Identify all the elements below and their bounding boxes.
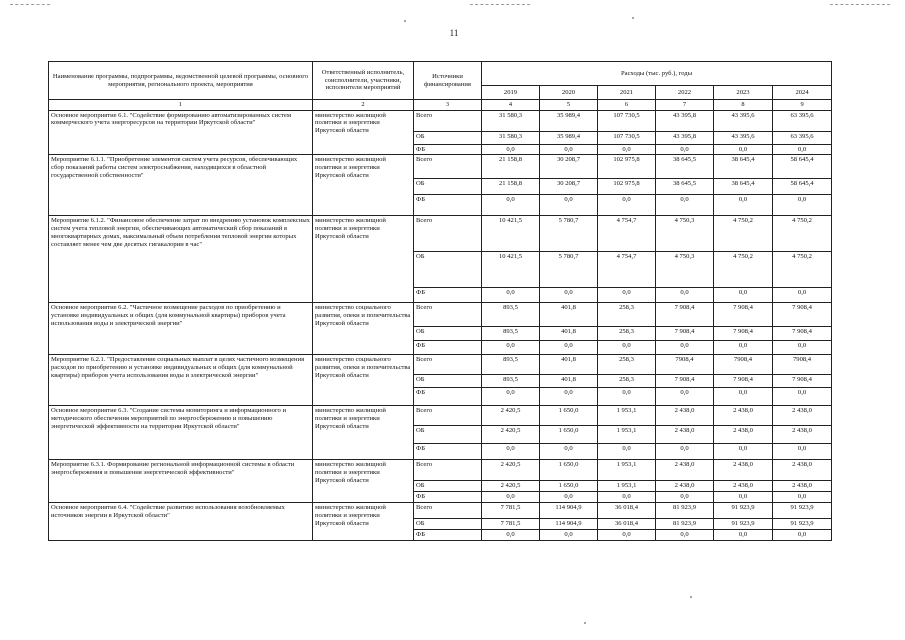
expense-value: 10 421,5: [482, 252, 540, 288]
funding-source: Всего: [414, 303, 482, 327]
table-header: [49, 62, 832, 111]
expense-value: 2 438,0: [656, 406, 714, 426]
expense-value: 7 908,4: [773, 303, 832, 327]
expense-value: 7 908,4: [773, 375, 832, 388]
expense-value: 114 904,9: [540, 519, 598, 530]
expense-value: 2 438,0: [714, 481, 773, 492]
expense-value: 0,0: [773, 288, 832, 303]
expense-value: 0,0: [656, 444, 714, 460]
expense-value: 0,0: [540, 341, 598, 355]
expense-value: 0,0: [598, 492, 656, 503]
scan-speck: [632, 17, 634, 19]
funding-source: ОБ: [414, 131, 482, 144]
expense-value: 30 208,7: [540, 179, 598, 195]
expense-value: 0,0: [714, 288, 773, 303]
table-row: [49, 155, 832, 179]
expense-value: 0,0: [714, 341, 773, 355]
expense-value: 36 018,4: [598, 519, 656, 530]
expense-value: 0,0: [656, 388, 714, 406]
expense-value: 7908,4: [773, 355, 832, 375]
table-row: [49, 216, 832, 252]
table-row: [49, 460, 832, 481]
column-number: 3: [414, 100, 482, 111]
column-number: 9: [773, 100, 832, 111]
header-year: 2022: [656, 86, 714, 100]
funding-source: Всего: [414, 355, 482, 375]
expense-value: 91 923,9: [773, 503, 832, 519]
expense-value: 0,0: [482, 288, 540, 303]
expense-value: 7 908,4: [714, 375, 773, 388]
expense-value: 38 645,5: [656, 179, 714, 195]
scan-top-edge: [470, 4, 530, 5]
expense-value: 2 438,0: [714, 406, 773, 426]
expense-value: 2 438,0: [656, 426, 714, 444]
expense-value: 5 780,7: [540, 252, 598, 288]
expense-value: 0,0: [773, 530, 832, 541]
funding-source: ФБ: [414, 144, 482, 155]
expense-value: 81 923,9: [656, 503, 714, 519]
expense-value: 2 420,5: [482, 426, 540, 444]
expense-value: 0,0: [714, 144, 773, 155]
expense-value: 1 650,0: [540, 426, 598, 444]
table-row: [49, 503, 832, 519]
funding-source: Всего: [414, 503, 482, 519]
header-name: Наименование программы, подпрограммы, ведомственной целевой программы, основного мероприятия, регионального проекта, мероприятия: [49, 62, 313, 100]
expense-value: 7908,4: [656, 355, 714, 375]
expense-value: 38 645,5: [656, 155, 714, 179]
funding-source: Всего: [414, 155, 482, 179]
column-number: 5: [540, 100, 598, 111]
header-year: 2023: [714, 86, 773, 100]
activity-executor: министерство жилищной политики и энергетики Иркутской области: [313, 460, 414, 503]
activity-name: Основное мероприятие 6.2. "Частичное возмещение расходов по приобретению и установке индивидуальных и общих (для коммунальной квартиры) приборов учета использования воды и электрической энергии": [49, 303, 313, 355]
expense-value: 35 989,4: [540, 131, 598, 144]
column-number: 2: [313, 100, 414, 111]
scan-speck: [690, 596, 692, 598]
expense-value: 7 781,5: [482, 519, 540, 530]
funding-source: ФБ: [414, 341, 482, 355]
funding-source: ФБ: [414, 388, 482, 406]
column-number: 6: [598, 100, 656, 111]
column-number: 1: [49, 100, 313, 111]
expense-value: 4 750,2: [714, 216, 773, 252]
expense-value: 4 750,2: [714, 252, 773, 288]
header-expenses: Расходы (тыс. руб.), годы: [482, 62, 832, 86]
expense-value: 7 908,4: [714, 303, 773, 327]
expense-value: 2 420,5: [482, 460, 540, 481]
activity-name: Мероприятие 6.1.2. "Финансовое обеспечение затрат по внедрению установок комплексных систем учета тепловой энергии, обеспечивающих автоматический сбор показаний в многоквартирных домах, максимальный объем потребления тепловой энергии которых составляет менее чем две десятых гигакалории в час": [49, 216, 313, 303]
expense-value: 0,0: [540, 144, 598, 155]
expense-value: 2 438,0: [773, 406, 832, 426]
expense-value: 0,0: [482, 492, 540, 503]
expense-value: 0,0: [482, 341, 540, 355]
expense-value: 0,0: [656, 144, 714, 155]
funding-source: Всего: [414, 216, 482, 252]
expense-value: 893,5: [482, 303, 540, 327]
expense-value: 107 730,5: [598, 110, 656, 131]
funding-source: ОБ: [414, 327, 482, 341]
expense-value: 63 395,6: [773, 131, 832, 144]
expense-value: 4 750,3: [656, 216, 714, 252]
activity-executor: министерство жилищной политики и энергетики Иркутской области: [313, 110, 414, 155]
expense-value: 7 908,4: [656, 375, 714, 388]
expense-value: 0,0: [598, 144, 656, 155]
expense-value: 4 750,2: [773, 252, 832, 288]
activity-name: Мероприятие 6.1.1. "Приобретение элементов систем учета ресурсов, обеспечивающих сбор показаний работы систем электроснабжения, находящихся в областной государственной собственности": [49, 155, 313, 216]
expense-value: 4 750,3: [656, 252, 714, 288]
funding-source: Всего: [414, 110, 482, 131]
expense-value: 0,0: [773, 341, 832, 355]
expense-value: 107 730,5: [598, 131, 656, 144]
expense-value: 0,0: [482, 530, 540, 541]
expense-value: 21 158,8: [482, 179, 540, 195]
expense-value: 2 438,0: [714, 460, 773, 481]
expense-value: 10 421,5: [482, 216, 540, 252]
expense-value: 1 953,1: [598, 460, 656, 481]
expense-value: 91 923,9: [714, 519, 773, 530]
expense-value: 91 923,9: [714, 503, 773, 519]
column-number-row: [49, 100, 832, 111]
expense-value: 30 208,7: [540, 155, 598, 179]
funding-source: ФБ: [414, 530, 482, 541]
expense-value: 7 908,4: [714, 327, 773, 341]
funding-source: ОБ: [414, 481, 482, 492]
funding-source: ОБ: [414, 519, 482, 530]
header-year: 2024: [773, 86, 832, 100]
expense-value: 102 975,8: [598, 155, 656, 179]
expense-value: 258,3: [598, 327, 656, 341]
expense-value: 7 908,4: [656, 303, 714, 327]
activity-name: Мероприятие 6.3.1. Формирование региональной информационной системы в области энергосбережения и повышения энергетической эффективности": [49, 460, 313, 503]
expense-value: 1 650,0: [540, 460, 598, 481]
expense-value: 0,0: [540, 388, 598, 406]
expense-value: 38 645,4: [714, 179, 773, 195]
funding-source: Всего: [414, 460, 482, 481]
expense-value: 0,0: [714, 388, 773, 406]
expense-value: 0,0: [598, 341, 656, 355]
funding-source: Всего: [414, 406, 482, 426]
funding-source: ОБ: [414, 252, 482, 288]
expense-value: 0,0: [656, 341, 714, 355]
funding-source: ФБ: [414, 195, 482, 216]
expense-value: 4 754,7: [598, 252, 656, 288]
expense-value: 0,0: [482, 444, 540, 460]
table-row: [49, 355, 832, 375]
header-executor: Ответственный исполнитель, соисполнители, участники, исполнители мероприятий: [313, 62, 414, 100]
expense-value: 0,0: [656, 288, 714, 303]
expense-value: 0,0: [540, 530, 598, 541]
expense-value: 0,0: [482, 144, 540, 155]
scan-speck: [584, 622, 586, 624]
header-year: 2020: [540, 86, 598, 100]
expense-value: 0,0: [714, 530, 773, 541]
funding-source: ОБ: [414, 179, 482, 195]
expense-value: 35 989,4: [540, 110, 598, 131]
expense-value: 0,0: [598, 288, 656, 303]
header-sources: Источники финансирования: [414, 62, 482, 100]
expense-value: 0,0: [598, 195, 656, 216]
expense-value: 2 420,5: [482, 481, 540, 492]
expense-value: 0,0: [656, 492, 714, 503]
header-year: 2019: [482, 86, 540, 100]
activity-name: Основное мероприятие 6.1. "Содействие формированию автоматизированных систем коммерческого учета энергоресурсов на территории Иркутской области": [49, 110, 313, 155]
expense-value: 0,0: [773, 388, 832, 406]
expense-value: 1 953,1: [598, 406, 656, 426]
scan-top-edge: [10, 4, 50, 5]
table-row: [49, 406, 832, 426]
expense-value: 0,0: [714, 492, 773, 503]
expense-value: 401,8: [540, 327, 598, 341]
expense-value: 258,3: [598, 355, 656, 375]
expense-value: 2 438,0: [656, 481, 714, 492]
expense-value: 7 908,4: [656, 327, 714, 341]
expense-value: 4 754,7: [598, 216, 656, 252]
expense-value: 36 018,4: [598, 503, 656, 519]
expense-value: 1 650,0: [540, 406, 598, 426]
expense-value: 2 438,0: [714, 426, 773, 444]
expense-value: 102 975,8: [598, 179, 656, 195]
funding-source: ОБ: [414, 426, 482, 444]
expense-value: 58 645,4: [773, 179, 832, 195]
activity-name: Основное мероприятие 6.4. "Содействие развитию использования возобновляемых источников энергии в Иркутской области": [49, 503, 313, 541]
expense-value: 401,8: [540, 303, 598, 327]
column-number: 7: [656, 100, 714, 111]
table-row: [49, 110, 832, 131]
expense-value: 258,3: [598, 375, 656, 388]
expense-value: 31 580,3: [482, 131, 540, 144]
funding-source: ФБ: [414, 492, 482, 503]
funding-source: ФБ: [414, 444, 482, 460]
expense-value: 114 904,9: [540, 503, 598, 519]
expense-value: 63 395,6: [773, 110, 832, 131]
page-number: 11: [449, 28, 459, 38]
expense-value: 43 395,6: [714, 110, 773, 131]
expense-value: 893,5: [482, 327, 540, 341]
expense-value: 2 438,0: [773, 460, 832, 481]
expense-value: 893,5: [482, 355, 540, 375]
expense-value: 258,3: [598, 303, 656, 327]
expense-value: 1 953,1: [598, 481, 656, 492]
column-number: 8: [714, 100, 773, 111]
expense-value: 401,8: [540, 355, 598, 375]
expense-value: 0,0: [540, 444, 598, 460]
expense-value: 91 923,9: [773, 519, 832, 530]
scan-top-edge: [830, 4, 890, 5]
activity-executor: министерство жилищной политики и энергетики Иркутской области: [313, 155, 414, 216]
expense-value: 0,0: [773, 492, 832, 503]
expense-value: 0,0: [773, 444, 832, 460]
expense-value: 2 438,0: [773, 481, 832, 492]
expense-value: 0,0: [540, 195, 598, 216]
activity-executor: министерство социального развития, опеки и попечительства Иркутской области: [313, 355, 414, 406]
expense-value: 7908,4: [714, 355, 773, 375]
expense-value: 0,0: [773, 195, 832, 216]
expense-value: 1 650,0: [540, 481, 598, 492]
expense-value: 2 420,5: [482, 406, 540, 426]
activity-name: Мероприятие 6.2.1. "Предоставление социальных выплат в целях частичного возмещения расходов по приобретению и установке индивидуальных и общих (для коммунальной квартиры) приборов учета использования воды и электрической энергии": [49, 355, 313, 406]
activity-executor: министерство жилищной политики и энергетики Иркутской области: [313, 406, 414, 460]
activity-name: Основное мероприятие 6.3. "Создание системы мониторинга и информационного и методического обеспечения мероприятий по энергосбережению и повышению энергетической эффективности на территории Иркутской области": [49, 406, 313, 460]
scan-speck: [404, 20, 406, 22]
expense-value: 7 781,5: [482, 503, 540, 519]
expense-value: 0,0: [598, 530, 656, 541]
expense-value: 0,0: [656, 530, 714, 541]
expense-value: 43 395,8: [656, 110, 714, 131]
expense-value: 43 395,8: [656, 131, 714, 144]
activity-executor: министерство жилищной политики и энергетики Иркутской области: [313, 503, 414, 541]
funding-source: ОБ: [414, 375, 482, 388]
expense-value: 0,0: [540, 492, 598, 503]
activity-executor: министерство социального развития, опеки и попечительства Иркутской области: [313, 303, 414, 355]
expense-value: 0,0: [540, 288, 598, 303]
expense-value: 0,0: [598, 388, 656, 406]
expense-value: 401,8: [540, 375, 598, 388]
expense-value: 0,0: [656, 195, 714, 216]
header-year: 2021: [598, 86, 656, 100]
expense-value: 21 158,8: [482, 155, 540, 179]
expense-value: 2 438,0: [773, 426, 832, 444]
expense-value: 31 580,3: [482, 110, 540, 131]
funding-source: ФБ: [414, 288, 482, 303]
expense-value: 5 780,7: [540, 216, 598, 252]
expense-value: 0,0: [773, 144, 832, 155]
expense-value: 2 438,0: [656, 460, 714, 481]
expense-value: 81 923,9: [656, 519, 714, 530]
expense-value: 0,0: [598, 444, 656, 460]
expense-value: 0,0: [482, 388, 540, 406]
table-body: [49, 110, 832, 541]
expense-value: 4 750,2: [773, 216, 832, 252]
expense-value: 893,5: [482, 375, 540, 388]
expense-value: 0,0: [714, 444, 773, 460]
table-row: [49, 303, 832, 327]
expense-value: 58 645,4: [773, 155, 832, 179]
activity-executor: министерство жилищной политики и энергетики Иркутской области: [313, 216, 414, 303]
column-number: 4: [482, 100, 540, 111]
expense-value: 7 908,4: [773, 327, 832, 341]
expense-value: 1 953,1: [598, 426, 656, 444]
expense-value: 0,0: [482, 195, 540, 216]
budget-table: [48, 61, 832, 541]
expense-value: 43 395,6: [714, 131, 773, 144]
expense-value: 0,0: [714, 195, 773, 216]
expense-value: 38 645,4: [714, 155, 773, 179]
